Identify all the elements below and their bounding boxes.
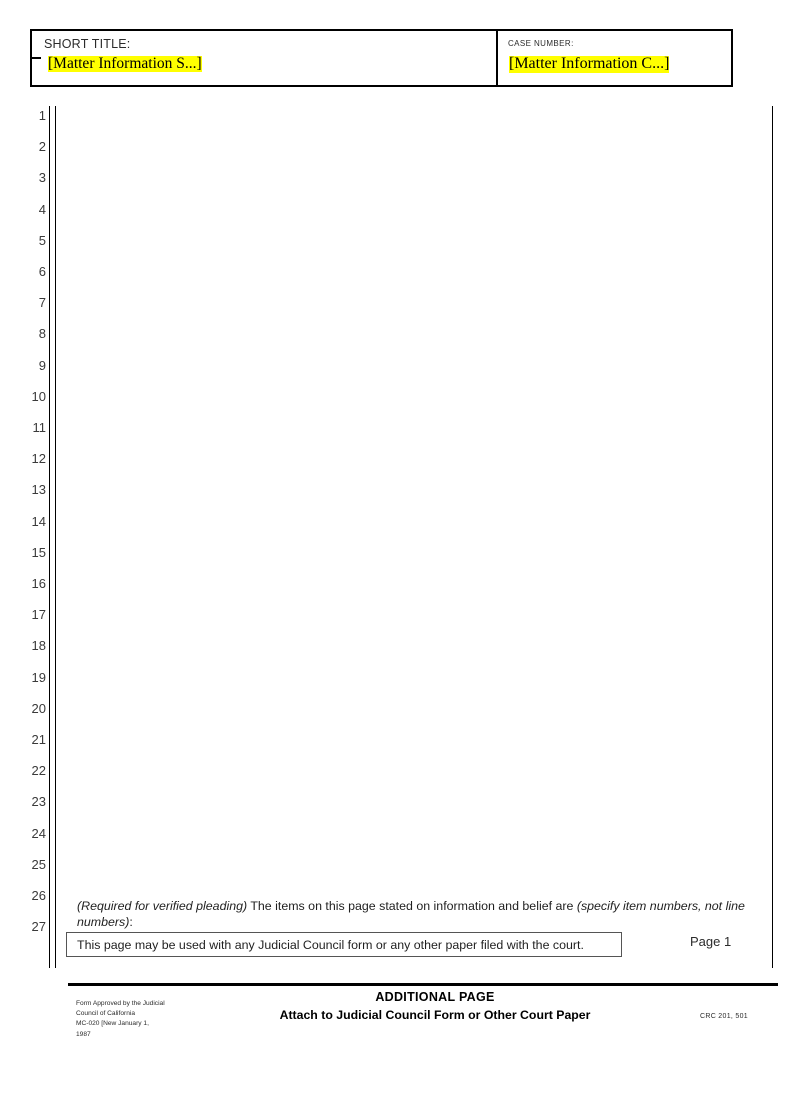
line-number-21: 21 bbox=[31, 732, 46, 747]
footer bbox=[0, 990, 800, 1060]
line-number-6: 6 bbox=[38, 264, 46, 279]
left-margin-rule-inner bbox=[55, 106, 56, 968]
footer-form-subtitle: Attach to Judicial Council Form or Other Court Paper bbox=[279, 1008, 591, 1022]
short-title-value[interactable]: [Matter Information S...] bbox=[48, 55, 202, 72]
case-number-value[interactable]: [Matter Information C...] bbox=[509, 55, 670, 72]
line-number-2: 2 bbox=[38, 139, 46, 155]
line-number-14: 14 bbox=[31, 513, 46, 529]
form-approval-line-2: Council of California bbox=[76, 1010, 136, 1018]
short-title-cell bbox=[32, 31, 498, 85]
line-number-10: 10 bbox=[31, 388, 46, 404]
left-margin-rule-outer bbox=[49, 106, 50, 968]
line-number-22: 22 bbox=[31, 763, 46, 779]
caption-box bbox=[30, 29, 733, 87]
instruction-box bbox=[66, 932, 622, 957]
line-number-25: 25 bbox=[31, 856, 46, 872]
footer-title-block bbox=[230, 990, 640, 1022]
line-number-18: 18 bbox=[31, 638, 46, 654]
line-number-9: 9 bbox=[38, 357, 46, 373]
crc-reference: CRC 201, 501 bbox=[700, 1013, 748, 1020]
line-number-19: 19 bbox=[31, 669, 46, 685]
line-number-17: 17 bbox=[31, 607, 46, 623]
line-number-23: 23 bbox=[31, 794, 46, 810]
line-number-column bbox=[0, 100, 46, 972]
line-number-13: 13 bbox=[31, 482, 46, 498]
footer-divider-rule bbox=[68, 982, 778, 986]
line-number-15: 15 bbox=[31, 544, 46, 560]
instruction-text: This page may be used with any Judicial Council form or any other paper filed with the court. bbox=[77, 937, 584, 952]
footer-form-title: ADDITIONAL PAGE bbox=[375, 990, 495, 1004]
verification-body: The items on this page stated on information and belief are bbox=[247, 899, 577, 913]
line-number-12: 12 bbox=[31, 451, 46, 467]
form-approval-line-3: MC-020 [New January 1, bbox=[76, 1020, 149, 1028]
verification-colon: : bbox=[129, 914, 133, 929]
line-number-5: 5 bbox=[38, 232, 46, 248]
line-number-16: 16 bbox=[31, 576, 46, 591]
right-margin-rule bbox=[772, 106, 773, 968]
line-number-8: 8 bbox=[38, 326, 46, 342]
form-approval-line-1: Form Approved by the Judicial bbox=[76, 1000, 165, 1007]
form-approval-block bbox=[76, 999, 206, 1040]
verification-lead-italic: (Required for verified pleading) bbox=[77, 899, 248, 913]
form-approval-line-4: 1987 bbox=[76, 1030, 91, 1038]
verification-trail-italic: (specify item numbers, not line numbers) bbox=[77, 899, 745, 929]
line-number-26: 26 bbox=[31, 888, 46, 903]
short-title-label: SHORT TITLE: bbox=[44, 37, 131, 51]
case-number-cell bbox=[498, 31, 731, 85]
verification-statement bbox=[77, 899, 753, 931]
case-number-label: CASE NUMBER: bbox=[508, 39, 574, 48]
page-indicator: Page 1 bbox=[690, 934, 732, 949]
pleading-body bbox=[0, 100, 800, 972]
line-number-27: 27 bbox=[31, 919, 46, 935]
line-number-24: 24 bbox=[31, 825, 46, 841]
line-number-11: 11 bbox=[32, 420, 46, 435]
line-number-1: 1 bbox=[38, 108, 46, 123]
line-number-7: 7 bbox=[38, 295, 46, 311]
line-number-3: 3 bbox=[38, 170, 46, 186]
line-number-4: 4 bbox=[38, 201, 46, 217]
line-number-20: 20 bbox=[31, 700, 46, 716]
